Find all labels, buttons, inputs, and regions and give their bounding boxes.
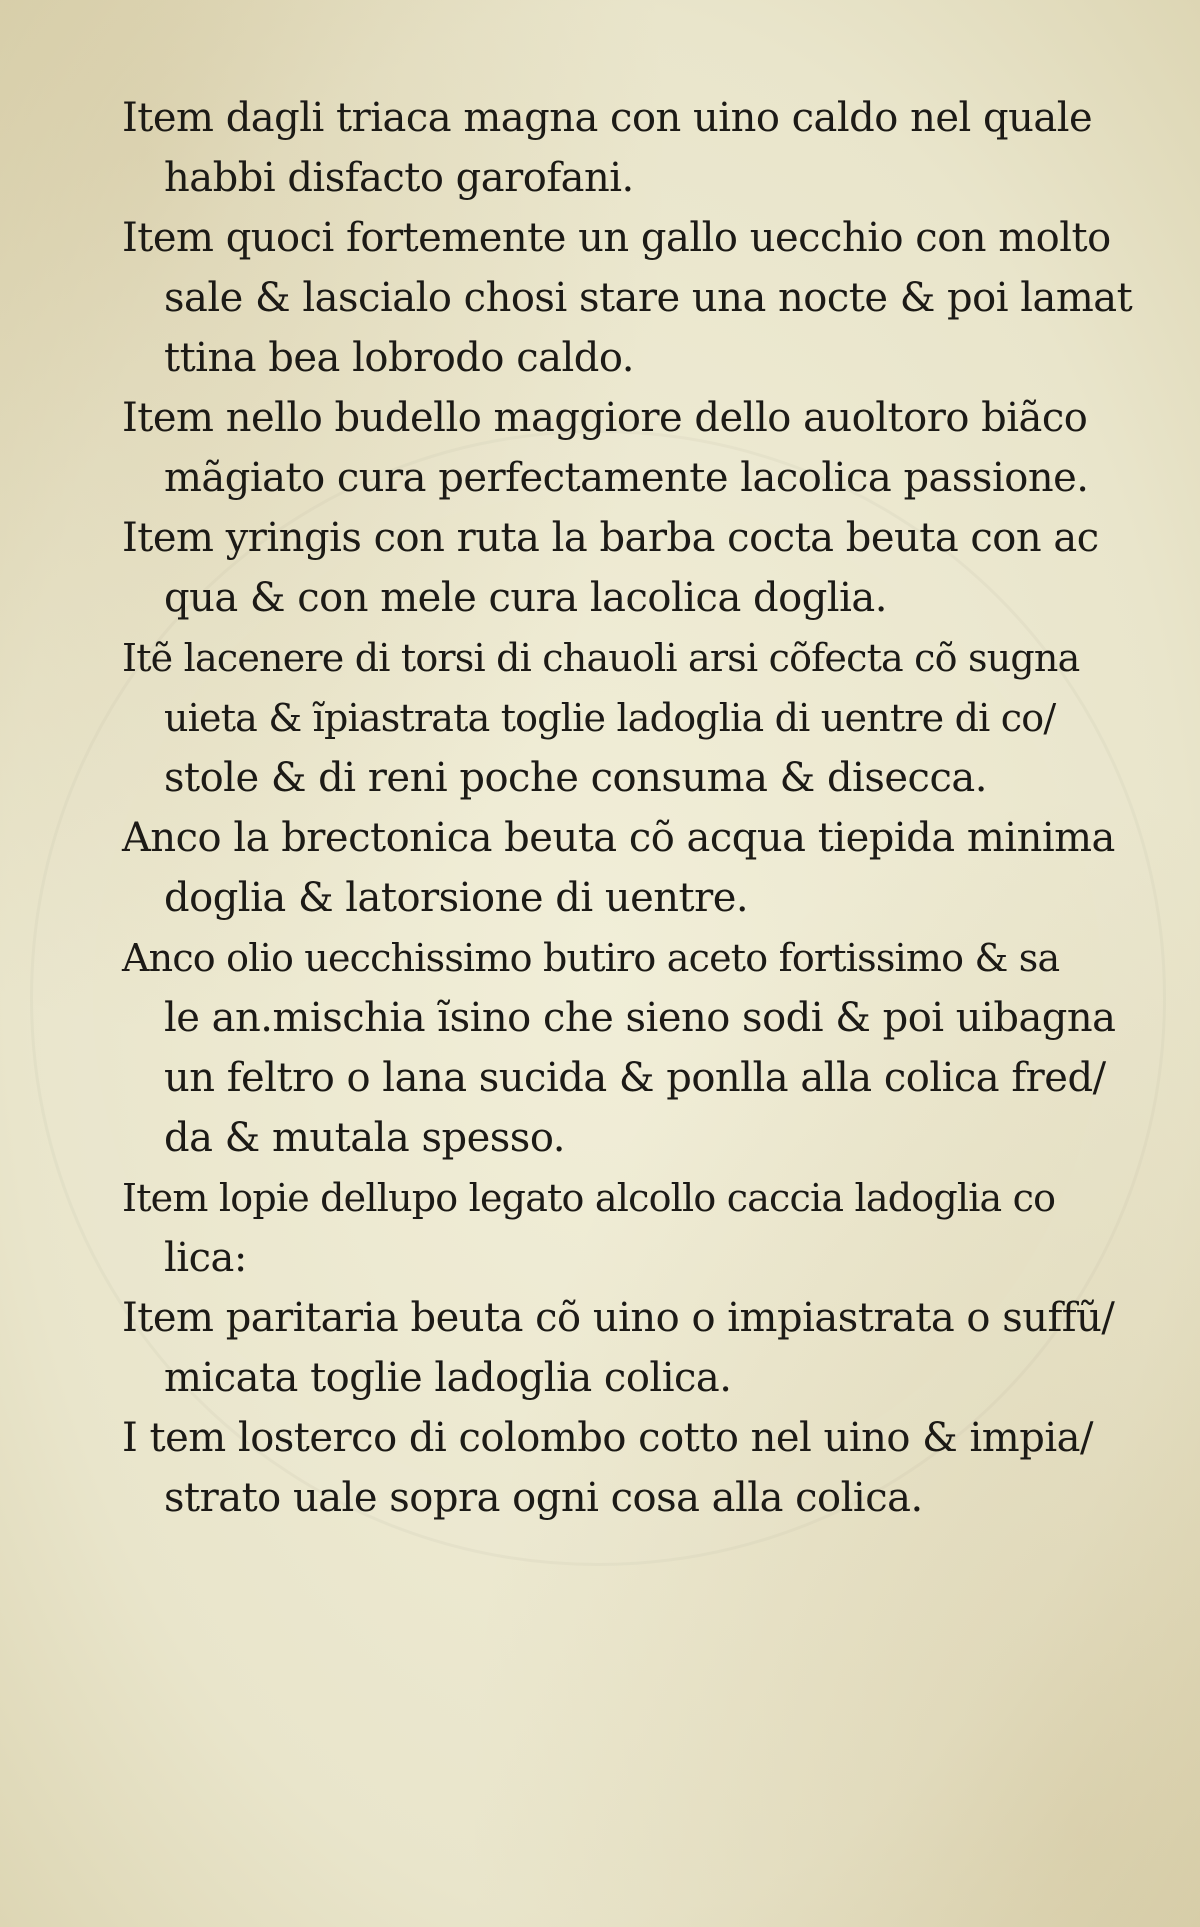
- text-line: I tem losterco di colombo cotto nel uino & impia/: [122, 1415, 1093, 1461]
- text-line: Item paritaria beuta cõ uino o impiastrata o suffũ/: [122, 1295, 1115, 1341]
- text-block: [122, 88, 1132, 1528]
- entry-7: [122, 928, 1132, 1168]
- entry-9: [122, 1288, 1132, 1408]
- text-line: uieta & ĩpiastrata toglie ladoglia di uentre di co/: [164, 696, 1056, 740]
- text-line: Itẽ lacenere di torsi di chauoli arsi cõfecta cõ sugna: [122, 636, 1080, 680]
- text-line: Item quoci fortemente un gallo uecchio con molto: [122, 215, 1111, 261]
- text-line: lica:: [164, 1235, 247, 1281]
- text-line: Anco olio uecchissimo butiro aceto fortissimo & sa: [122, 936, 1060, 980]
- text-line: habbi disfacto garofani.: [164, 155, 634, 201]
- text-line: mãgiato cura perfectamente lacolica passione.: [164, 455, 1089, 501]
- entry-5: [122, 628, 1132, 808]
- text-line: doglia & latorsione di uentre.: [164, 875, 749, 921]
- text-line: qua & con mele cura lacolica doglia.: [164, 575, 887, 621]
- text-line: ttina bea lobrodo caldo.: [164, 335, 634, 381]
- text-line: da & mutala spesso.: [164, 1115, 565, 1161]
- text-line: un feltro o lana sucida & ponlla alla colica fred/: [164, 1055, 1106, 1101]
- entry-1: [122, 88, 1132, 208]
- text-line: strato uale sopra ogni cosa alla colica.: [164, 1475, 923, 1521]
- text-line: Item dagli triaca magna con uino caldo nel quale: [122, 95, 1093, 141]
- entry-3: [122, 388, 1132, 508]
- text-line: sale & lascialo chosi stare una nocte & poi lamat: [164, 275, 1133, 321]
- text-line: micata toglie ladoglia colica.: [164, 1355, 732, 1401]
- entry-10: [122, 1408, 1132, 1528]
- entry-4: [122, 508, 1132, 628]
- text-line: Item yringis con ruta la barba cocta beuta con ac: [122, 515, 1099, 561]
- text-line: stole & di reni poche consuma & disecca.: [164, 755, 987, 801]
- entry-2: [122, 208, 1132, 388]
- text-line: Item nello budello maggiore dello auoltoro biãco: [122, 395, 1088, 441]
- entry-8: [122, 1168, 1132, 1288]
- text-line: Item lopie dellupo legato alcollo caccia ladoglia co: [122, 1176, 1056, 1220]
- text-line: Anco la brectonica beuta cõ acqua tiepida minima: [122, 815, 1115, 861]
- entry-6: [122, 808, 1132, 928]
- text-line: le an.mischia ĩsino che sieno sodi & poi uibagna: [164, 995, 1116, 1041]
